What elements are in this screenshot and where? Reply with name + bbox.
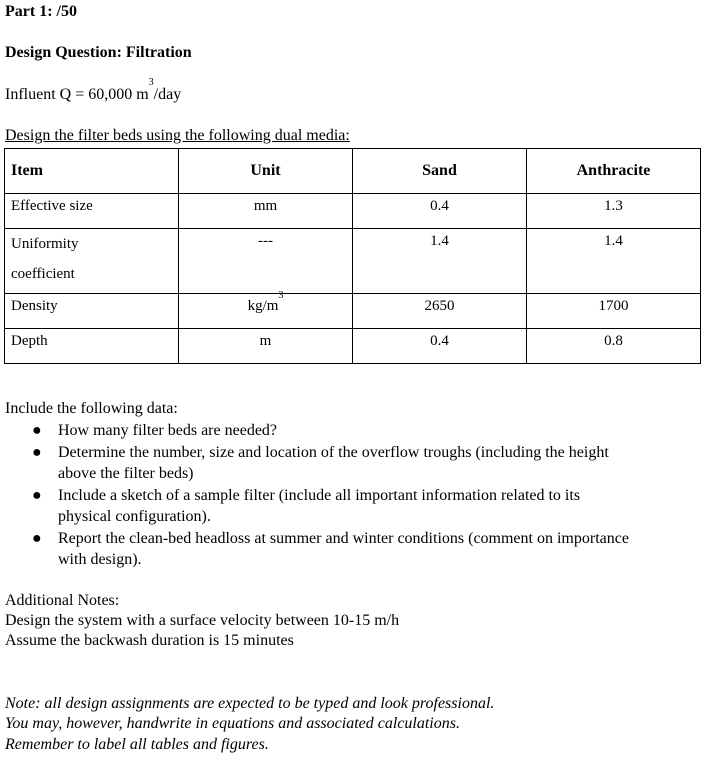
bullet-icon: ● xyxy=(32,422,42,439)
row-unit: mm xyxy=(179,194,353,229)
row-sand: 0.4 xyxy=(353,329,527,364)
row-anthracite: 0.8 xyxy=(527,329,701,364)
list-item-text: Include a sketch of a sample filter (include all important information related to its xyxy=(58,487,581,504)
row-unit-superscript: 3 xyxy=(278,290,284,301)
list-item-text: Report the clean-bed headloss at summer and winter conditions (comment on importance xyxy=(58,530,629,547)
header-item: Item xyxy=(5,149,179,194)
additional-note-backwash: Assume the backwash duration is 15 minutes xyxy=(5,632,294,649)
table-row xyxy=(5,294,701,329)
influent-flow xyxy=(5,77,182,105)
row-anthracite: 1.4 xyxy=(527,229,701,294)
note-line-1: Note: all design assignments are expected to be typed and look professional. xyxy=(5,695,495,712)
dual-media-table xyxy=(4,148,701,364)
row-unit xyxy=(179,290,353,329)
row-sand: 1.4 xyxy=(353,229,527,294)
row-item: Depth xyxy=(5,329,179,364)
list-item xyxy=(32,420,706,441)
header-unit: Unit xyxy=(179,149,353,194)
design-question-title: Design Question: Filtration xyxy=(5,44,192,61)
bullet-icon: ● xyxy=(32,487,42,504)
table-header-row xyxy=(5,149,701,194)
list-item xyxy=(32,485,706,527)
list-item xyxy=(32,528,706,570)
row-item xyxy=(5,229,179,294)
row-unit: m xyxy=(179,329,353,364)
header-anthracite: Anthracite xyxy=(527,149,701,194)
bullet-icon: ● xyxy=(32,530,42,547)
list-item-text-cont: physical configuration). xyxy=(58,508,211,525)
table-row xyxy=(5,229,701,294)
row-item: Effective size xyxy=(5,194,179,229)
row-sand: 0.4 xyxy=(353,194,527,229)
list-item-text: Determine the number, size and location of the overflow troughs (including the height xyxy=(58,444,609,461)
additional-note-velocity: Design the system with a surface velocity between 10-15 m/h xyxy=(5,612,400,629)
part-title: Part 1: /50 xyxy=(5,3,77,20)
influent-superscript: 3 xyxy=(148,77,154,88)
row-unit-text: kg/m xyxy=(247,298,279,314)
table-row xyxy=(5,329,701,364)
list-item-text-cont: with design). xyxy=(58,551,142,568)
list-item-text-cont: above the filter beds) xyxy=(58,465,194,482)
influent-prefix: Influent Q = 60,000 m xyxy=(5,86,149,103)
row-unit: --- xyxy=(179,229,353,294)
row-item-line1: Uniformity xyxy=(11,236,79,252)
include-title: Include the following data: xyxy=(5,400,178,417)
include-list xyxy=(32,420,706,571)
additional-notes-title: Additional Notes: xyxy=(5,592,120,609)
row-item-line2: coefficient xyxy=(11,266,75,282)
table-intro: Design the filter beds using the following dual media: xyxy=(5,127,350,144)
note-line-2: You may, however, handwrite in equations and associated calculations. xyxy=(5,715,460,732)
row-item: Density xyxy=(5,294,179,329)
list-item-text: How many filter beds are needed? xyxy=(58,422,278,439)
list-item xyxy=(32,442,706,484)
row-anthracite: 1.3 xyxy=(527,194,701,229)
row-anthracite: 1700 xyxy=(527,294,701,329)
row-sand: 2650 xyxy=(353,294,527,329)
bullet-icon: ● xyxy=(32,444,42,461)
header-sand: Sand xyxy=(353,149,527,194)
table-row xyxy=(5,194,701,229)
influent-suffix: /day xyxy=(153,86,182,103)
note-line-3: Remember to label all tables and figures. xyxy=(5,736,269,753)
